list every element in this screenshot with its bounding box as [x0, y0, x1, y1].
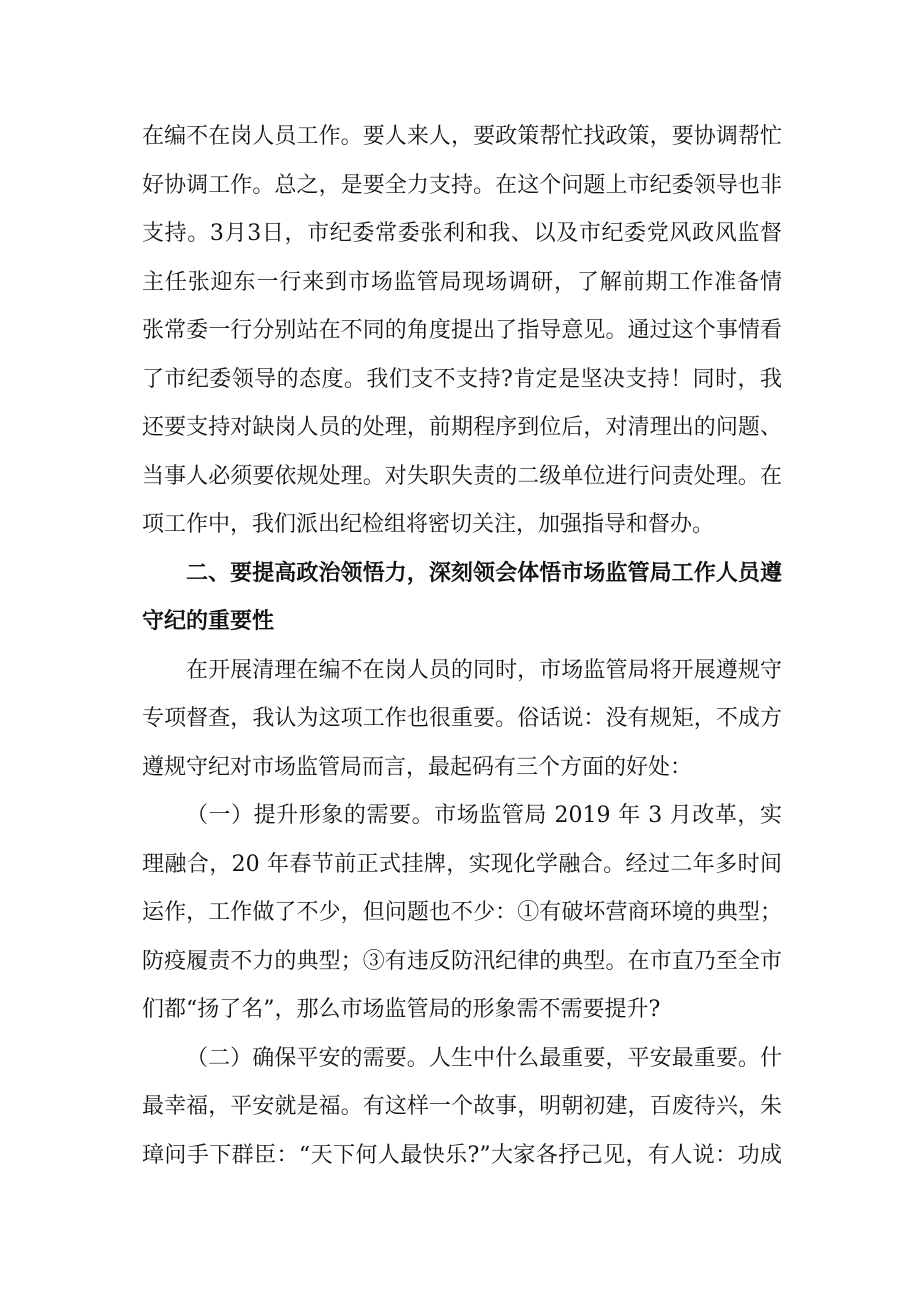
- paragraph-line: 项工作中，我们派出纪检组将密切关注，加强指导和督办。: [142, 512, 715, 537]
- paragraph-line: 支持。3月3日，市纪委常委张利和我、以及市纪委党风政风监督: [142, 221, 782, 246]
- paragraph-line: 好协调工作。总之，是要全力支持。在这个问题上市纪委领导也非: [142, 172, 782, 198]
- paragraph-line: 防疫履责不力的典型；③有违反防汛纪律的典型。在市直乃至全市: [142, 948, 782, 974]
- paragraph-line: 专项督查，我认为这项工作也很重要。俗话说：没有规矩，不成方: [142, 706, 782, 731]
- paragraph-line: 理融合，20 年春节前正式挂牌，实现化学融合。经过二年多时间: [142, 851, 782, 877]
- paragraph-line: 最幸福，平安就是福。有这样一个故事，明朝初建，百废待兴，朱: [142, 1094, 782, 1119]
- paragraph-line: 们都“扬了名”，那么市场监管局的形象需不需要提升?: [142, 997, 661, 1022]
- paragraph-line: 运作，工作做了不少，但问题也不少：①有破坏营商环境的典型；: [142, 900, 782, 925]
- section-heading-line: 守纪的重要性: [142, 609, 275, 634]
- paragraph-line: 张常委一行分别站在不同的角度提出了指导意见。通过这个事情看: [142, 318, 782, 343]
- paragraph-line: 了市纪委领导的态度。我们支不支持?肯定是坚决支持！同时，我: [142, 366, 782, 392]
- paragraph-line: 在开展清理在编不在岗人员的同时，市场监管局将开展遵规守: [186, 657, 782, 683]
- paragraph-line: 璋问手下群臣：“天下何人最快乐?”大家各抒己见，有人说：功成: [142, 1142, 782, 1168]
- paragraph-line: 在编不在岗人员工作。要人来人，要政策帮忙找政策，要协调帮忙: [142, 124, 782, 149]
- paragraph-line: 还要支持对缺岗人员的处理，前期程序到位后，对清理出的问题、: [142, 415, 782, 440]
- document-body: [142, 113, 782, 1180]
- paragraph-line: 遵规守纪对市场监管局而言，最起码有三个方面的好处：: [142, 754, 693, 780]
- paragraph-line: （一）提升形象的需要。市场监管局 2019 年 3 月改革，实: [186, 803, 782, 828]
- paragraph-line: 主任张迎东一行来到市场监管局现场调研，了解前期工作准备情: [142, 269, 782, 295]
- paragraph-line: （二）确保平安的需要。人生中什么最重要，平安最重要。什: [186, 1045, 782, 1071]
- section-heading-line: 二、要提高政治领悟力，深刻领会体悟市场监管局工作人员遵: [186, 560, 782, 586]
- paragraph-line: 当事人必须要依规处理。对失职失责的二级单位进行问责处理。在: [142, 463, 782, 489]
